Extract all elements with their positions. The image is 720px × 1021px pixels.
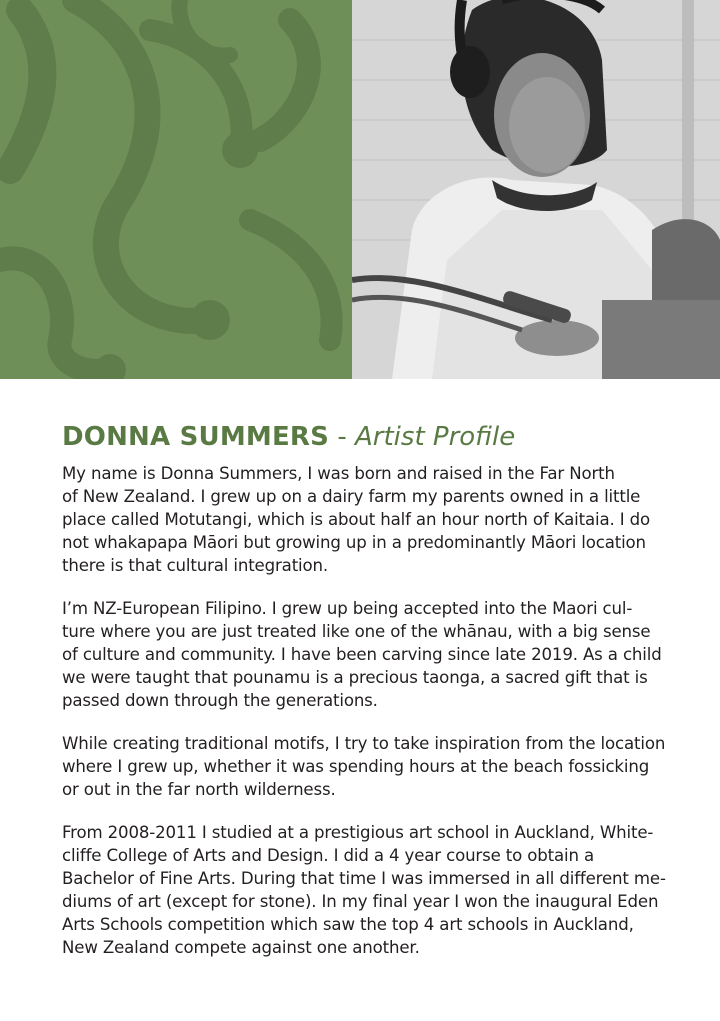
- bio-paragraph-4: From 2008-2011 I studied at a prestigious art school in Auckland, White- cliffe College of Arts and Design. I did a 4 year course to obtain a Bachelor of Fine Arts. During that time I was immersed in all different me- diums of art (except for stone). In my final year I won the inaugural Eden Arts Schools competition which saw the top 4 art schools in Auckland, New Zealand compete against one another.: [62, 823, 666, 957]
- artist-profile: [62, 420, 672, 979]
- koru-pattern: [0, 0, 352, 379]
- artist-photo-image: [352, 0, 720, 379]
- bio-paragraph-3: While creating traditional motifs, I try to take inspiration from the location where I grew up, whether it was spending hours at the beach fossicking or out in the far north wilderness.: [62, 734, 666, 799]
- artist-photo: [352, 0, 720, 379]
- heading-separator: -: [337, 422, 347, 452]
- decorative-motif-panel: [0, 0, 352, 379]
- header-banner: [0, 0, 720, 379]
- artist-name: DONNA SUMMERS: [62, 422, 330, 452]
- heading-subtitle: Artist Profile: [355, 422, 516, 452]
- bio-paragraph-1: My name is Donna Summers, I was born and raised in the Far North of New Zealand. I grew up on a dairy farm my parents owned in a little place called Motutangi, which is about half an hour north of Kaitaia. I do not whakapapa Māori but growing up in a predominantly Māori location there is that cultural integration.: [62, 464, 650, 575]
- profile-heading: [62, 420, 672, 454]
- bio-paragraph-2: I’m NZ-European Filipino. I grew up being accepted into the Maori cul- ture where you are just treated like one of the whānau, with a big sense of culture and community. I have been carving since late 2019. As a child we were taught that pounamu is a precious taonga, a sacred gift that is passed down through the generations.: [62, 599, 662, 710]
